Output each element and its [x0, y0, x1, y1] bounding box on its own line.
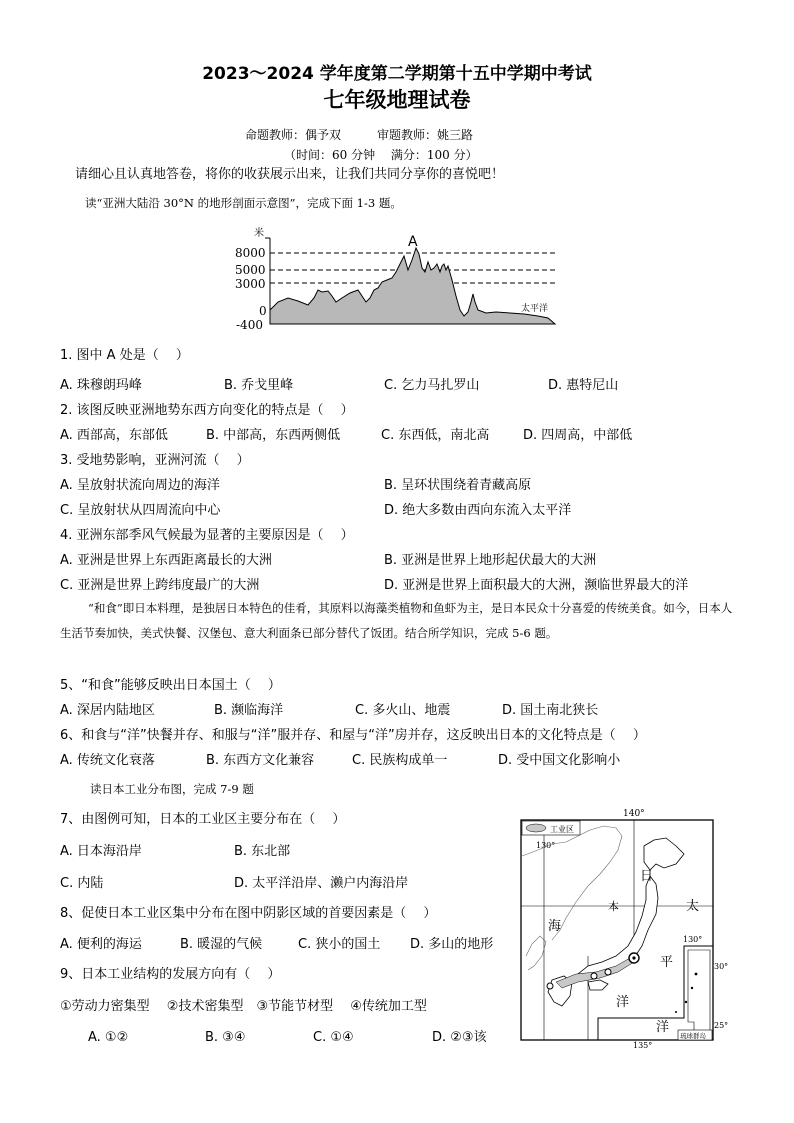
peak-a-label: A	[408, 234, 418, 250]
q9-option-a: A. ①②	[88, 1030, 129, 1045]
map-char-ri: 日	[640, 869, 654, 884]
q4-stem: 4. 亚洲东部季风气候最为显著的主要原因是（ ）	[60, 528, 354, 543]
terrain-profile	[270, 248, 555, 324]
q3-stem: 3. 受地势影响，亚洲河流（ ）	[60, 453, 250, 468]
q2-option-d: D. 四周高，中部低	[523, 428, 633, 443]
q2-option-c: C. 东西低，南北高	[381, 428, 490, 443]
q3-option-b: B. 呈环状围绕着青藏高原	[384, 478, 532, 493]
q5-option-d: D. 国土南北狭长	[502, 703, 599, 718]
exam-title: 2023～2024 学年度第二学期第十五中学期中考试	[202, 64, 592, 84]
q8-option-a: A. 便利的海运	[60, 937, 142, 952]
tick-8000: 8000	[235, 246, 266, 260]
inset-label: 琉球群岛	[680, 1032, 706, 1040]
tick-0: 0	[259, 304, 267, 318]
q4-option-b: B. 亚洲是世界上地形起伏最大的大洲	[384, 553, 597, 568]
q7-option-b: B. 东北部	[234, 844, 291, 859]
q6-stem: 6、和食与“洋”快餐并存、和服与“洋”服并存、和屋与“洋”房并存，这反映出日本的文化特点是（ ）	[60, 728, 646, 743]
map-char-tai: 太	[686, 899, 700, 914]
lat-label-25: 25°	[714, 1021, 729, 1030]
unit-label: 米	[254, 228, 264, 239]
q6-option-b: B. 东西方文化兼容	[206, 753, 315, 768]
q2-option-b: B. 中部高，东西两侧低	[206, 428, 341, 443]
lon-label-140: 140°	[623, 809, 645, 819]
q6-option-a: A. 传统文化衰落	[60, 753, 155, 768]
q2-option-a: A. 西部高，东部低	[60, 428, 168, 443]
ocean-label: 太平洋	[521, 304, 549, 314]
q8-option-c: C. 狭小的国土	[298, 937, 381, 952]
map-char-yang-2: 洋	[656, 1020, 670, 1035]
q9-option-d: D. ②③该	[432, 1030, 487, 1045]
q1-option-c: C. 乞力马扎罗山	[384, 378, 480, 393]
q7-stem: 7、由图例可知，日本的工业区主要分布在（ ）	[60, 812, 346, 827]
q1-stem: 1. 图中 A 处是（ ）	[60, 348, 189, 363]
q8-stem: 8、促使日本工业区集中分布在图中阴影区域的首要因素是（ ）	[60, 906, 437, 921]
q3-option-a: A. 呈放射状流向周边的海洋	[60, 478, 220, 493]
lat-label-30: 30°	[714, 962, 729, 971]
exam-subtitle: 七年级地理试卷	[323, 87, 471, 112]
time-score-line: （时间：60 分钟 满分：100 分）	[284, 148, 478, 162]
q9-option-c: C. ①④	[313, 1030, 354, 1045]
q1-option-a: A. 珠穆朗玛峰	[60, 378, 142, 393]
map-char-ben: 本	[608, 900, 619, 913]
ryukyu-island	[695, 973, 698, 976]
q5-option-a: A. 深居内陆地区	[60, 703, 155, 718]
legend-label: 工业区	[550, 825, 574, 834]
q9-option-b: B. ③④	[205, 1030, 246, 1045]
legend-swatch	[526, 824, 546, 832]
q7-option-d: D. 太平洋沿岸、濑户内海沿岸	[234, 876, 409, 891]
q4-option-a: A. 亚洲是世界上东西距离最长的大洲	[60, 553, 272, 568]
q4-option-d: D. 亚洲是世界上面积最大的大洲，濒临世界最大的洋	[384, 578, 689, 593]
q7-option-a: A. 日本海沿岸	[60, 844, 142, 859]
q3-option-d: D. 绝大多数由西向东流入太平洋	[384, 503, 572, 518]
terrain-profile-figure	[232, 226, 562, 334]
industrial-center	[547, 983, 553, 989]
q8-option-b: B. 暖湿的气候	[180, 937, 263, 952]
ryukyu-island	[675, 1011, 677, 1013]
q6-option-c: C. 民族构成单一	[352, 753, 448, 768]
ryukyu-island	[685, 1001, 687, 1003]
greeting-line: 请细心且认真地答卷，将你的收获展示出来，让我们共同分享你的喜悦吧！	[75, 167, 505, 182]
tick-minus400: -400	[236, 318, 263, 332]
lon-label-130: 130°	[536, 841, 556, 850]
industrial-center	[591, 973, 597, 979]
industrial-center	[605, 969, 611, 975]
q2-stem: 2. 该图反映亚洲地势东西方向变化的特点是（ ）	[60, 403, 354, 418]
section3-intro: 读日本工业分布图，完成 7-9 题	[90, 782, 254, 796]
q6-option-d: D. 受中国文化影响小	[498, 753, 621, 768]
tick-3000: 3000	[235, 277, 266, 291]
industrial-center-dot	[632, 956, 635, 959]
q4-option-c: C. 亚洲是世界上跨纬度最广的大洲	[60, 578, 260, 593]
q5-stem: 5、“和食”能够反映出日本国土（ ）	[60, 678, 281, 693]
section2-passage: “和食”即日本料理，是独居日本特色的佳肴，其原料以海藻类植物和鱼虾为主，是日本民众十分喜爱的传统美食。如今，日本人生活节奏加快，美式快餐、汉堡包、意大利面条已部分替代了饭团。结合所学知识，完成 5-6 题。	[60, 601, 733, 640]
q1-option-d: D. 惠特尼山	[548, 378, 619, 393]
tick-5000: 5000	[235, 263, 266, 277]
q5-option-c: C. 多火山、地震	[355, 703, 451, 718]
lon-label-130-inset: 130°	[683, 935, 703, 944]
q5-option-b: B. 濒临海洋	[214, 703, 284, 718]
q8-option-d: D. 多山的地形	[410, 937, 494, 952]
ryukyu-island	[691, 987, 693, 989]
q9-items: ①劳动力密集型 ②技术密集型 ③节能节材型 ④传统加工型	[60, 999, 427, 1014]
japan-industry-map	[516, 806, 729, 1050]
q9-stem: 9、日本工业结构的发展方向有（ ）	[60, 967, 281, 982]
map-char-yang: 洋	[616, 995, 630, 1010]
q3-option-c: C. 呈放射状从四周流向中心	[60, 503, 221, 518]
map-char-hai: 海	[548, 919, 562, 934]
teachers-line: 命题教师：偶予双 审题教师：姚三路	[245, 128, 474, 142]
lon-label-135: 135°	[633, 1041, 653, 1050]
section1-intro: 读“亚洲大陆沿 30°N 的地形剖面示意图”，完成下面 1-3 题。	[85, 196, 402, 210]
map-char-ping: 平	[660, 955, 674, 970]
q7-option-c: C. 内陆	[60, 876, 104, 891]
q1-option-b: B. 乔戈里峰	[224, 378, 294, 393]
